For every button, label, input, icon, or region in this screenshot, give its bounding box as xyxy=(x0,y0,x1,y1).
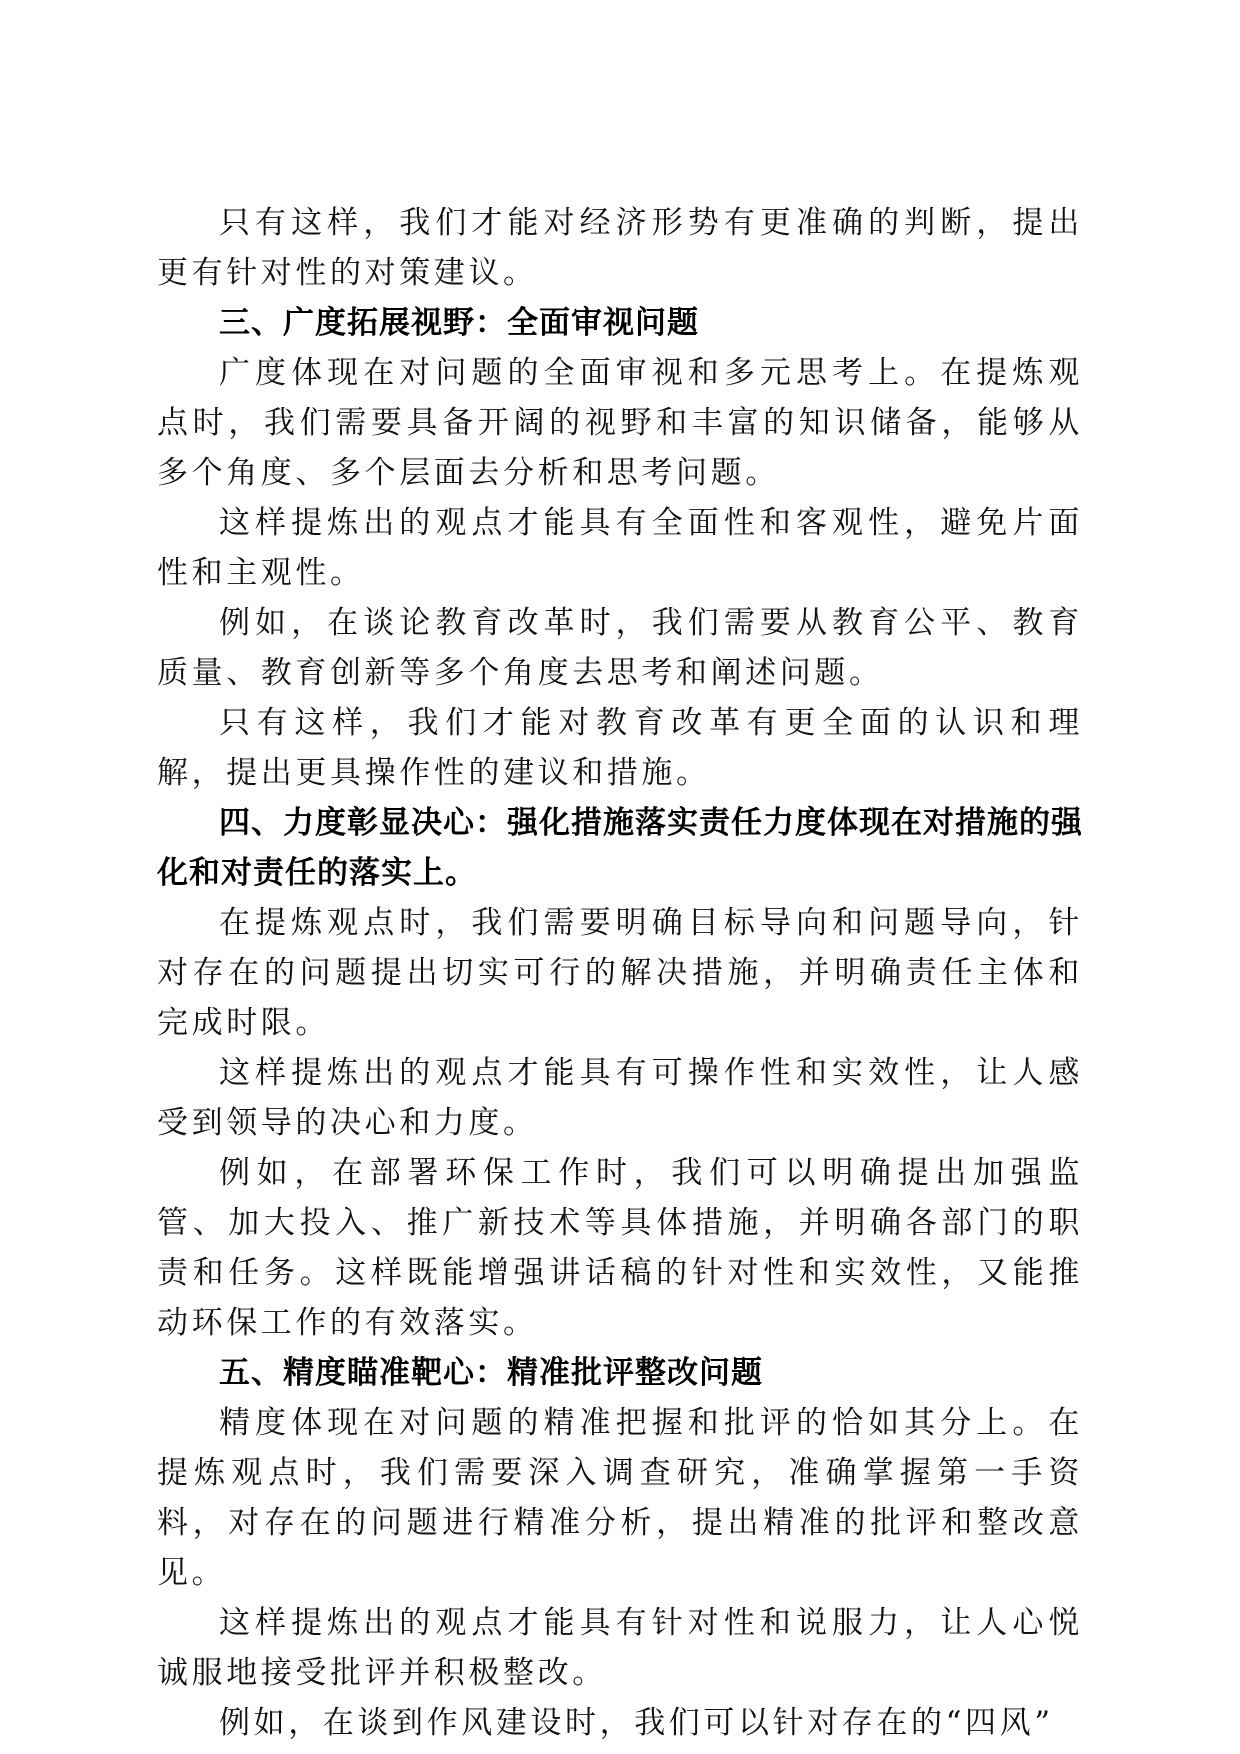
paragraph: 例如，在部署环保工作时，我们可以明确提出加强监管、加大投入、推广新技术等具体措施，并明确各部门的职责和任务。这样既能增强讲话稿的针对性和实效性，又能推动环保工作的有效落实。 xyxy=(157,1155,1083,1341)
paragraph: 这样提炼出的观点才能具有针对性和说服力，让人心悦诚服地接受批评并积极整改。 xyxy=(157,1605,1083,1691)
paragraph: 精度体现在对问题的精准把握和批评的恰如其分上。在提炼观点时，我们需要深入调查研究，准确掌握第一手资料，对存在的问题进行精准分析，提出精准的批评和整改意见。 xyxy=(157,1405,1083,1591)
paragraph: 例如，在谈论教育改革时，我们需要从教育公平、教育质量、教育创新等多个角度去思考和阐述问题。 xyxy=(157,605,1083,691)
paragraph: 只有这样，我们才能对经济形势有更准确的判断，提出更有针对性的对策建议。 xyxy=(157,205,1083,291)
paragraph: 在提炼观点时，我们需要明确目标导向和问题导向，针对存在的问题提出切实可行的解决措施，并明确责任主体和完成时限。 xyxy=(157,905,1083,1041)
section-heading: 四、力度彰显决心：强化措施落实责任力度体现在对措施的强化和对责任的落实上。 xyxy=(157,805,1083,891)
paragraph: 例如，在谈到作风建设时，我们可以针对存在的“四风” xyxy=(219,1705,1054,1741)
section-heading: 五、精度瞄准靶心：精准批评整改问题 xyxy=(219,1355,763,1391)
document-body xyxy=(157,198,1083,1748)
paragraph: 这样提炼出的观点才能具有全面性和客观性，避免片面性和主观性。 xyxy=(157,505,1083,591)
paragraph: 广度体现在对问题的全面审视和多元思考上。在提炼观点时，我们需要具备开阔的视野和丰富的知识储备，能够从多个角度、多个层面去分析和思考问题。 xyxy=(157,355,1083,491)
section-heading: 三、广度拓展视野：全面审视问题 xyxy=(219,305,699,341)
paragraph: 这样提炼出的观点才能具有可操作性和实效性，让人感受到领导的决心和力度。 xyxy=(157,1055,1083,1141)
paragraph: 只有这样，我们才能对教育改革有更全面的认识和理解，提出更具操作性的建议和措施。 xyxy=(157,705,1083,791)
